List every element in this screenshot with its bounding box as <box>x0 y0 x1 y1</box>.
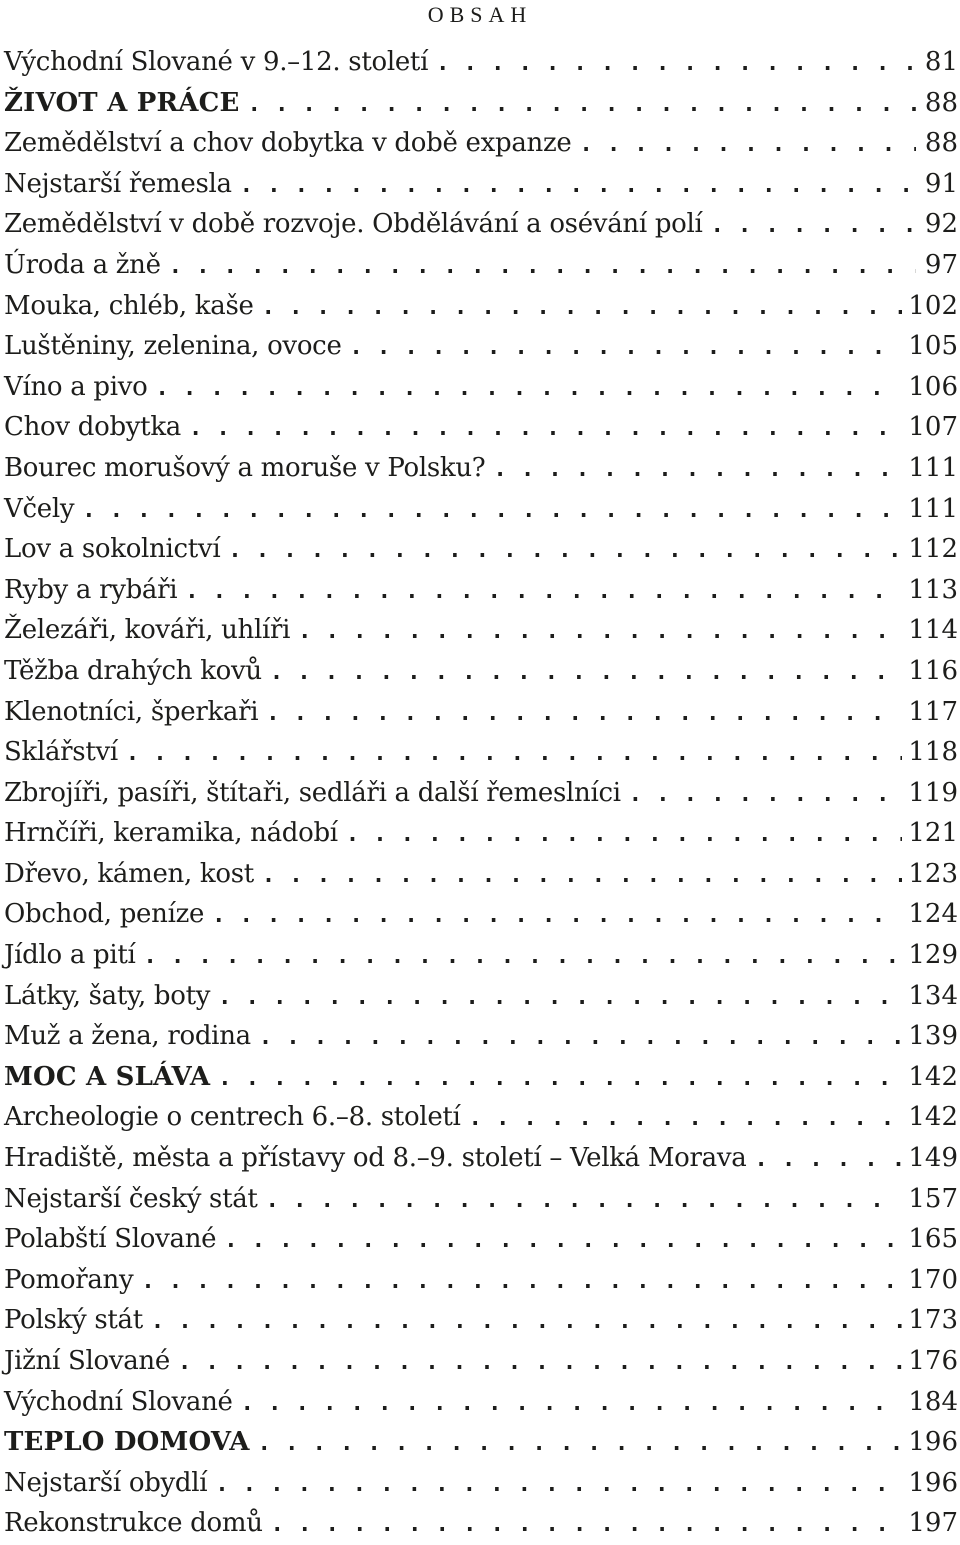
dot-leader <box>224 1221 902 1261</box>
toc-entry[interactable] <box>4 245 958 286</box>
toc-entry-title: Luštěniny, zelenina, ovoce <box>4 331 342 362</box>
dot-leader <box>258 1424 903 1464</box>
toc-entry-page-number: 134 <box>908 980 958 1011</box>
toc-entry-title: Víno a pivo <box>4 371 148 402</box>
toc-entry[interactable] <box>4 164 958 205</box>
toc-entry-title: Zemědělství v době rozvoje. Obdělávání a osévání polí <box>4 209 703 240</box>
toc-entry-title: Archeologie o centrech 6.–8. století <box>4 1102 461 1133</box>
toc-entry[interactable] <box>4 976 958 1017</box>
dot-leader <box>189 409 902 449</box>
toc-entry-page-number: 142 <box>908 1061 958 1092</box>
toc-entry-title: Nejstarší řemesla <box>4 168 232 199</box>
toc-entry[interactable] <box>4 813 958 854</box>
toc-entry[interactable] <box>4 367 958 408</box>
dot-leader <box>469 1099 903 1139</box>
toc-entry[interactable] <box>4 326 958 367</box>
toc-entry-title: TEPLO DOMOVA <box>4 1427 250 1458</box>
dot-leader <box>436 44 916 84</box>
toc-entry[interactable] <box>4 1260 958 1301</box>
toc-entry[interactable] <box>4 854 958 895</box>
toc-entry-page-number: 173 <box>908 1305 958 1336</box>
toc-entry-page-number: 119 <box>908 777 958 808</box>
toc-entry-title: Polský stát <box>4 1305 143 1336</box>
toc-entry-title: Obchod, peníze <box>4 899 205 930</box>
toc-entry-title: Zbrojíři, pasíři, štítaři, sedláři a další řemeslníci <box>4 777 621 808</box>
toc-entry-title: Východní Slované v 9.–12. století <box>4 47 429 77</box>
toc-entry-page-number: 116 <box>908 655 958 686</box>
toc-entry[interactable] <box>4 489 958 530</box>
toc-entry-page-number: 121 <box>908 818 958 849</box>
toc-entry-title: Hradiště, města a přístavy od 8.–9. století – Velká Morava <box>4 1143 747 1174</box>
toc-entry-title: Pomořany <box>4 1264 134 1295</box>
toc-entry-page-number: 184 <box>908 1386 958 1417</box>
toc-entry[interactable] <box>4 1138 958 1179</box>
toc-entry-title: Sklářství <box>4 737 118 768</box>
dot-leader <box>228 531 902 571</box>
toc-entry[interactable] <box>4 204 958 245</box>
toc-entry-title: Hrnčíři, keramika, nádobí <box>4 818 338 849</box>
dot-leader <box>248 85 916 125</box>
dot-leader <box>298 612 902 652</box>
toc-entry-page-number: 113 <box>908 574 958 605</box>
toc-entry-page-number: 129 <box>908 940 958 971</box>
toc-entry[interactable] <box>4 407 958 448</box>
dot-leader <box>754 1140 902 1180</box>
toc-entry-title: Úroda a žně <box>4 249 161 280</box>
toc-entry[interactable] <box>4 570 958 611</box>
toc-entry-title: Lov a sokolnictví <box>4 534 221 565</box>
toc-entry-title: Bourec morušový a moruše v Polsku? <box>4 452 486 483</box>
toc-entry[interactable] <box>4 651 958 692</box>
toc-entry-page-number: 157 <box>908 1183 958 1214</box>
dot-leader <box>141 1262 902 1302</box>
dot-leader <box>346 815 903 855</box>
toc-entry-page-number: 124 <box>908 899 958 930</box>
dot-leader <box>266 1181 903 1221</box>
toc-entry-page-number: 176 <box>908 1346 958 1376</box>
dot-leader <box>262 288 903 328</box>
toc-entry-page-number: 117 <box>908 696 958 727</box>
toc-entry-title: ŽIVOT A PRÁCE <box>4 87 240 118</box>
toc-entry-page-number: 149 <box>908 1143 958 1174</box>
toc-entry-title: Nejstarší obydlí <box>4 1467 208 1498</box>
toc-entry[interactable] <box>4 1503 958 1544</box>
toc-entry-page-number: 114 <box>908 615 958 646</box>
dot-leader <box>262 856 902 896</box>
toc-entry[interactable] <box>4 1341 958 1382</box>
dot-leader <box>629 775 903 815</box>
toc-entry-title: Východní Slované <box>4 1386 233 1417</box>
dot-leader <box>178 1343 902 1383</box>
toc-entry-page-number: 106 <box>908 371 958 402</box>
dot-leader <box>218 978 902 1018</box>
toc-entry[interactable] <box>4 894 958 935</box>
toc-entry[interactable] <box>4 448 958 489</box>
toc-entry[interactable] <box>4 935 958 976</box>
dot-leader <box>156 369 903 409</box>
toc-entry-page-number: 105 <box>908 331 958 362</box>
page-title: OBSAH <box>427 2 533 27</box>
toc-entry-page-number: 97 <box>924 249 958 280</box>
toc-section-heading[interactable] <box>4 83 958 124</box>
toc-entry-title: Muž a žena, rodina <box>4 1021 251 1052</box>
toc-entry[interactable] <box>4 123 958 164</box>
toc-entry-title: Polabští Slované <box>4 1224 217 1255</box>
dot-leader <box>212 896 902 936</box>
toc-entry-title: Chov dobytka <box>4 412 181 443</box>
toc-entry-page-number: 112 <box>908 534 958 565</box>
dot-leader <box>270 653 903 693</box>
toc-entry-page-number: 88 <box>924 128 958 159</box>
toc-entry-title: Nejstarší český stát <box>4 1183 258 1214</box>
toc-entry-page-number: 123 <box>908 858 958 889</box>
table-of-contents <box>4 42 958 1544</box>
toc-entry-title: Látky, šaty, boty <box>4 980 211 1011</box>
toc-entry-page-number: 165 <box>908 1224 958 1255</box>
dot-leader <box>218 1059 902 1099</box>
dot-leader <box>151 1302 902 1342</box>
toc-entry-page-number: 81 <box>924 47 958 77</box>
toc-entry[interactable] <box>4 286 958 327</box>
toc-entry-title: Jídlo a pití <box>4 940 136 971</box>
toc-entry-page-number: 102 <box>908 290 958 321</box>
toc-entry-title: Mouka, chléb, kaše <box>4 290 254 321</box>
dot-leader <box>240 166 916 206</box>
dot-leader <box>493 450 902 490</box>
toc-entry-title: Zemědělství a chov dobytka v době expanze <box>4 128 572 159</box>
toc-entry-title: Rekonstrukce domů <box>4 1508 263 1539</box>
dot-leader <box>350 328 903 368</box>
dot-leader <box>271 1505 903 1545</box>
dot-leader <box>711 206 916 246</box>
toc-entry[interactable] <box>4 1097 958 1138</box>
toc-entry-page-number: 91 <box>924 168 958 199</box>
toc-entry-page-number: 196 <box>908 1427 958 1458</box>
toc-entry[interactable] <box>4 1300 958 1341</box>
toc-entry-page-number: 111 <box>908 452 958 483</box>
toc-entry-title: MOC A SLÁVA <box>4 1061 211 1092</box>
toc-entry-title: Klenotníci, šperkaři <box>4 696 259 727</box>
toc-entry[interactable] <box>4 1016 958 1057</box>
toc-entry-page-number: 139 <box>908 1021 958 1052</box>
toc-entry-page-number: 107 <box>908 412 958 443</box>
dot-leader <box>579 125 916 165</box>
toc-entry[interactable] <box>4 1382 958 1423</box>
toc-entry[interactable] <box>4 1219 958 1260</box>
toc-entry[interactable] <box>4 42 958 83</box>
dot-leader <box>241 1384 903 1424</box>
dot-leader <box>185 572 902 612</box>
toc-entry-page-number: 118 <box>908 737 958 768</box>
toc-entry-page-number: 88 <box>924 87 958 118</box>
dot-leader <box>259 1018 903 1058</box>
dot-leader <box>215 1465 902 1505</box>
toc-entry[interactable] <box>4 1463 958 1504</box>
toc-entry[interactable] <box>4 732 958 773</box>
toc-entry-title: Dřevo, kámen, kost <box>4 858 254 889</box>
toc-entry-page-number: 196 <box>908 1467 958 1498</box>
toc-entry-page-number: 111 <box>908 493 958 524</box>
toc-section-heading[interactable] <box>4 1057 958 1098</box>
toc-entry-page-number: 92 <box>924 209 958 240</box>
toc-entry-title: Ryby a rybáři <box>4 574 178 605</box>
dot-leader <box>144 937 903 977</box>
toc-entry-page-number: 197 <box>908 1508 958 1539</box>
toc-entry[interactable] <box>4 529 958 570</box>
toc-entry-page-number: 170 <box>908 1264 958 1295</box>
toc-entry[interactable] <box>4 692 958 733</box>
toc-entry[interactable] <box>4 773 958 814</box>
toc-entry[interactable] <box>4 610 958 651</box>
page-header <box>0 2 960 28</box>
toc-entry[interactable] <box>4 1179 958 1220</box>
dot-leader <box>82 491 902 531</box>
dot-leader <box>126 734 902 774</box>
toc-entry-title: Železáři, kováři, uhlíři <box>4 615 291 646</box>
toc-entry-page-number: 142 <box>908 1102 958 1133</box>
dot-leader <box>266 694 902 734</box>
toc-entry-title: Jižní Slované <box>4 1346 170 1376</box>
dot-leader <box>169 247 916 287</box>
toc-entry-title: Těžba drahých kovů <box>4 655 262 686</box>
toc-section-heading[interactable] <box>4 1422 958 1463</box>
toc-entry-title: Včely <box>4 493 75 524</box>
